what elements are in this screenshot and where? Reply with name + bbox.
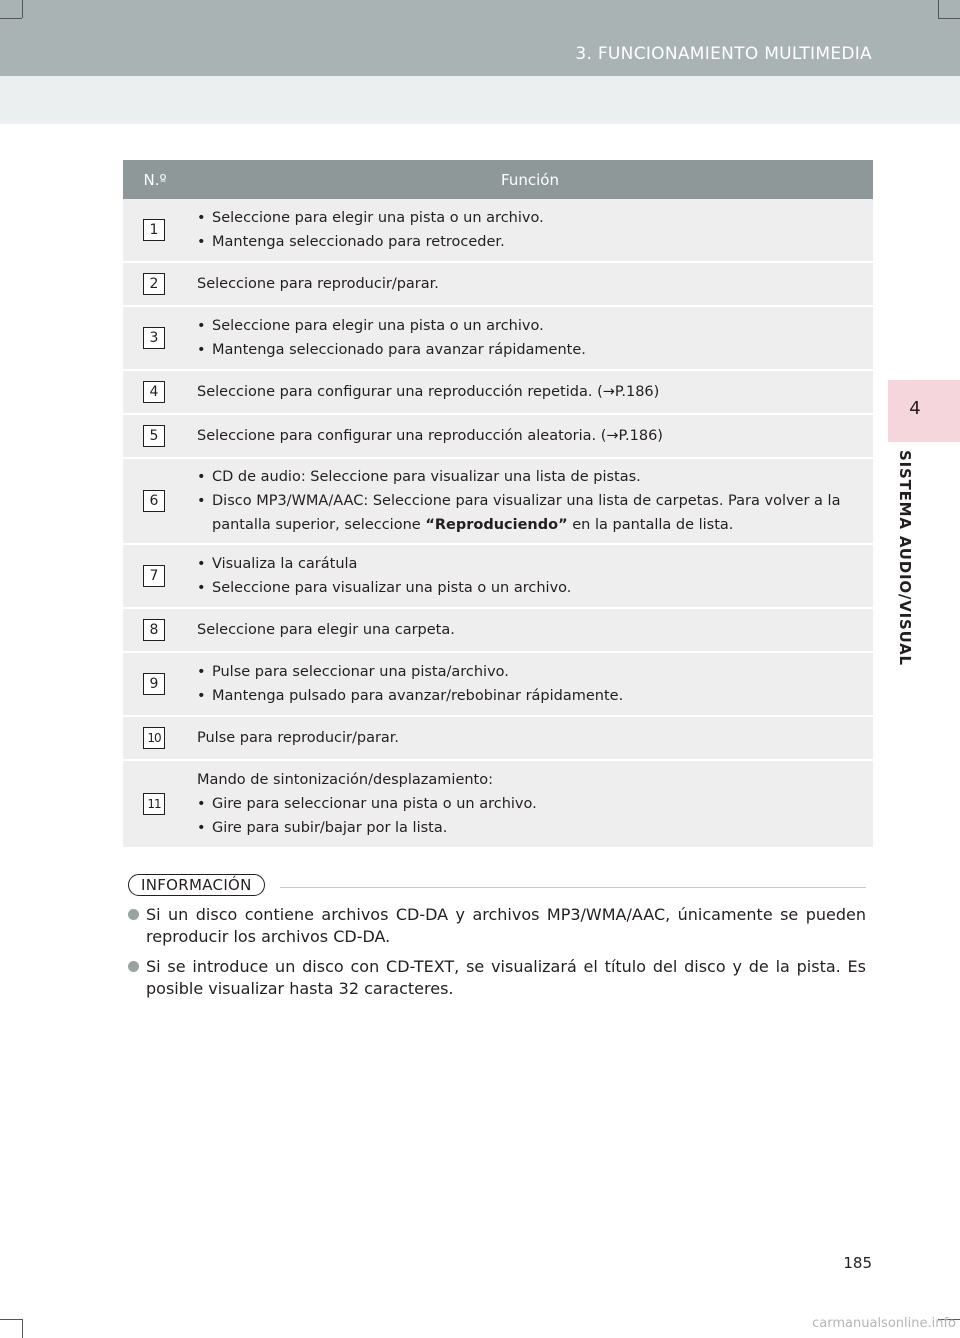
line-text: Seleccione para reproducir/parar. bbox=[197, 276, 439, 292]
crop-mark bbox=[22, 1319, 23, 1338]
line-text: Seleccione para elegir una pista o un archivo. bbox=[212, 318, 544, 334]
row-number-cell bbox=[123, 717, 187, 759]
bullet-line bbox=[197, 792, 861, 816]
table-row bbox=[123, 415, 873, 459]
line-text: Seleccione para configurar una reproducción repetida. (→P.186) bbox=[197, 384, 660, 400]
table-row bbox=[123, 459, 873, 545]
row-number-cell bbox=[123, 761, 187, 847]
crop-mark bbox=[0, 1319, 22, 1320]
line-text: Visualiza la carátula bbox=[212, 556, 358, 572]
header-function: Función bbox=[501, 170, 559, 189]
bullet-line bbox=[197, 552, 861, 576]
header-band bbox=[0, 0, 960, 76]
row-function-cell bbox=[187, 717, 873, 759]
information-rule bbox=[280, 887, 866, 888]
information-badge: INFORMACIÓN bbox=[128, 874, 265, 896]
line-text-after: en la pantalla de lista. bbox=[567, 517, 734, 533]
information-text: Si un disco contiene archivos CD-DA y archivos MP3/WMA/AAC, únicamente se pueden reproducir los archivos CD-DA. bbox=[146, 905, 866, 946]
bullet-line bbox=[197, 338, 861, 362]
bullet-line bbox=[197, 684, 861, 708]
information-item bbox=[128, 956, 866, 1000]
line-text: Disco MP3/WMA/AAC: Seleccione para visualizar una lista de carpetas. Para volver a la pantalla superior, seleccione bbox=[212, 493, 841, 533]
text-line bbox=[197, 424, 861, 448]
chapter-number: 4 bbox=[909, 398, 921, 419]
emphasized-text: “Reproduciendo” bbox=[425, 517, 568, 533]
crop-mark bbox=[0, 18, 22, 19]
bullet-line bbox=[197, 314, 861, 338]
row-number-badge: 1 bbox=[143, 219, 165, 241]
crop-mark bbox=[938, 0, 939, 18]
row-function-cell bbox=[187, 609, 873, 651]
chapter-label: SISTEMA AUDIO/VISUAL bbox=[896, 450, 914, 666]
row-number-cell bbox=[123, 609, 187, 651]
text-line bbox=[197, 768, 861, 792]
line-text: Gire para seleccionar una pista o un archivo. bbox=[212, 796, 537, 812]
watermark: carmanualsonline.info bbox=[812, 1316, 956, 1331]
line-text: Pulse para reproducir/parar. bbox=[197, 730, 400, 746]
crop-mark bbox=[938, 18, 960, 19]
row-number-badge: 4 bbox=[143, 381, 165, 403]
header-number: N.º bbox=[143, 170, 167, 189]
line-text: Pulse para seleccionar una pista/archivo. bbox=[212, 664, 509, 680]
line-text: Mantenga seleccionado para avanzar rápidamente. bbox=[212, 342, 586, 358]
text-line bbox=[197, 618, 861, 642]
row-number-badge: 9 bbox=[143, 673, 165, 695]
table-row bbox=[123, 545, 873, 609]
section-title: 3. FUNCIONAMIENTO MULTIMEDIA bbox=[575, 44, 872, 64]
line-text: Gire para subir/bajar por la lista. bbox=[212, 820, 448, 836]
row-function-cell bbox=[187, 371, 873, 413]
row-number-badge: 5 bbox=[143, 425, 165, 447]
row-number-cell bbox=[123, 653, 187, 715]
table-row bbox=[123, 263, 873, 307]
row-number-badge: 7 bbox=[143, 565, 165, 587]
text-line bbox=[197, 380, 861, 404]
row-function-cell bbox=[187, 307, 873, 369]
table-row bbox=[123, 307, 873, 371]
row-function-cell bbox=[187, 459, 873, 543]
line-text: Mando de sintonización/desplazamiento: bbox=[197, 772, 493, 788]
line-text: Seleccione para elegir una carpeta. bbox=[197, 622, 455, 638]
row-function-cell bbox=[187, 545, 873, 607]
row-number-cell bbox=[123, 415, 187, 457]
header-subband bbox=[0, 76, 960, 124]
row-number-badge: 11 bbox=[143, 793, 165, 815]
row-number-cell bbox=[123, 307, 187, 369]
bullet-line bbox=[197, 465, 861, 489]
page-number: 185 bbox=[843, 1254, 872, 1272]
table-row bbox=[123, 609, 873, 653]
line-text: Seleccione para elegir una pista o un archivo. bbox=[212, 210, 544, 226]
line-text: Mantenga pulsado para avanzar/rebobinar rápidamente. bbox=[212, 688, 624, 704]
row-function-cell bbox=[187, 263, 873, 305]
bullet-line bbox=[197, 816, 861, 840]
table-body bbox=[123, 199, 873, 849]
row-number-badge: 10 bbox=[143, 727, 165, 749]
bullet-line bbox=[197, 206, 861, 230]
bullet-line bbox=[197, 576, 861, 600]
table-row bbox=[123, 199, 873, 263]
row-number-badge: 3 bbox=[143, 327, 165, 349]
information-box bbox=[128, 874, 866, 1000]
row-number-cell bbox=[123, 459, 187, 543]
row-number-cell bbox=[123, 263, 187, 305]
information-text: Si se introduce un disco con CD-TEXT, se visualizará el título del disco y de la pista. Es posible visualizar hasta 32 caracteres. bbox=[146, 957, 866, 998]
table-row bbox=[123, 761, 873, 849]
bullet-dot-icon bbox=[128, 909, 139, 920]
row-function-cell bbox=[187, 761, 873, 847]
row-number-badge: 6 bbox=[143, 490, 165, 512]
line-text: CD de audio: Seleccione para visualizar una lista de pistas. bbox=[212, 469, 641, 485]
table-row bbox=[123, 717, 873, 761]
row-number-badge: 2 bbox=[143, 273, 165, 295]
row-number-cell bbox=[123, 371, 187, 413]
row-function-cell bbox=[187, 199, 873, 261]
bullet-line bbox=[197, 230, 861, 254]
text-line bbox=[197, 726, 861, 750]
function-table bbox=[123, 160, 873, 849]
table-row bbox=[123, 371, 873, 415]
row-function-cell bbox=[187, 653, 873, 715]
row-number-cell bbox=[123, 199, 187, 261]
text-line bbox=[197, 272, 861, 296]
line-text: Mantenga seleccionado para retroceder. bbox=[212, 234, 505, 250]
bullet-line bbox=[197, 489, 861, 537]
bullet-line bbox=[197, 660, 861, 684]
information-item bbox=[128, 904, 866, 948]
row-number-cell bbox=[123, 545, 187, 607]
bullet-dot-icon bbox=[128, 961, 139, 972]
crop-mark bbox=[22, 0, 23, 18]
row-function-cell bbox=[187, 415, 873, 457]
table-header bbox=[123, 160, 873, 199]
row-number-badge: 8 bbox=[143, 619, 165, 641]
line-text: Seleccione para configurar una reproducción aleatoria. (→P.186) bbox=[197, 428, 663, 444]
line-text: Seleccione para visualizar una pista o un archivo. bbox=[212, 580, 572, 596]
table-row bbox=[123, 653, 873, 717]
